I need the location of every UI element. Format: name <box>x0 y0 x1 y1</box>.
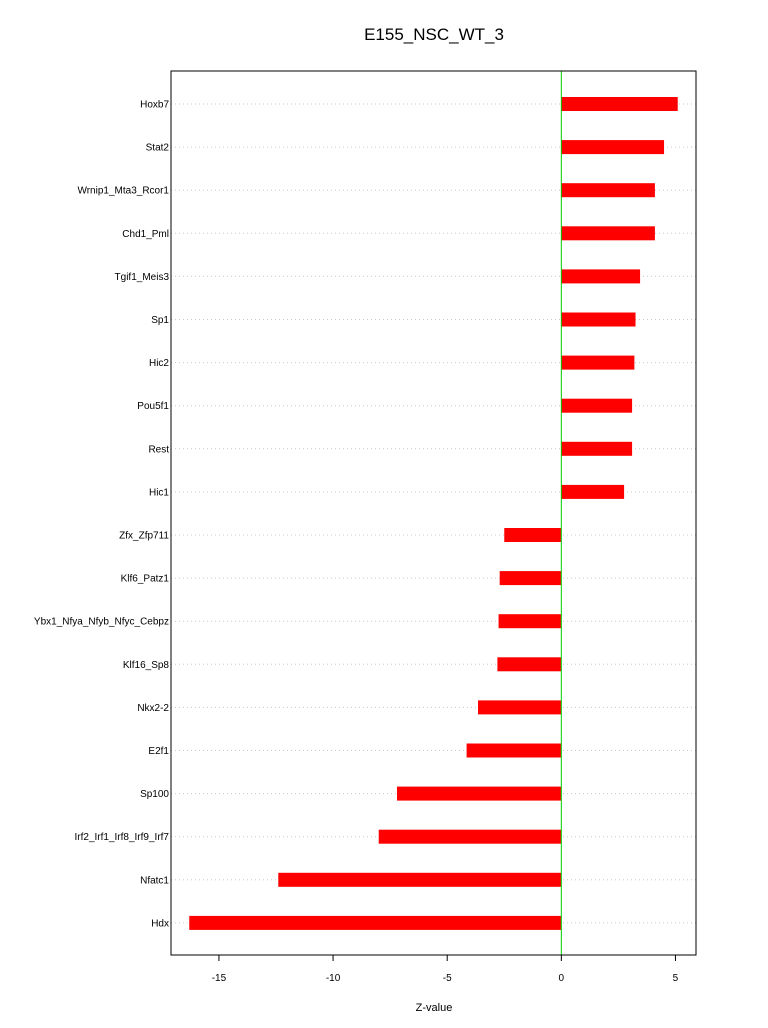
x-axis <box>212 955 679 984</box>
bar-Klf16_Sp8 <box>497 657 561 671</box>
category-label: Hic2 <box>148 358 169 370</box>
category-label: Chd1_Pml <box>122 228 169 240</box>
bar-Pou5f1 <box>561 399 632 413</box>
bar-Hic2 <box>561 356 634 370</box>
bar-Hoxb7 <box>561 97 677 111</box>
bar-Tgif1_Meis3 <box>561 269 640 283</box>
plot-frame <box>171 71 696 955</box>
bar-Zfx_Zfp711 <box>504 528 561 542</box>
bar-E2f1 <box>467 744 562 758</box>
bar-Ybx1_Nfya_Nfyb_Nfyc_Cebpz <box>499 614 562 628</box>
bar-Rest <box>561 442 632 456</box>
bar-Sp100 <box>397 787 561 801</box>
x-tick-label: -5 <box>442 973 452 984</box>
category-label: Wrnip1_Mta3_Rcor1 <box>77 185 169 197</box>
x-tick-label: 5 <box>672 973 679 984</box>
category-label: Klf16_Sp8 <box>122 659 169 671</box>
category-label: Zfx_Zfp711 <box>119 530 169 542</box>
category-label: Nkx2-2 <box>137 702 169 714</box>
category-label: Nfatc1 <box>140 875 169 887</box>
category-label: Hic1 <box>148 487 169 499</box>
bar-Stat2 <box>561 140 664 154</box>
category-label: E2f1 <box>148 746 169 757</box>
chart-title: E155_NSC_WT_3 <box>364 25 504 44</box>
category-label: Tgif1_Meis3 <box>114 271 169 283</box>
category-label: Hdx <box>151 918 169 930</box>
bar-Hic1 <box>561 485 624 499</box>
bar-Chd1_Pml <box>561 226 655 240</box>
bars <box>189 97 677 930</box>
bar-Nkx2-2 <box>478 700 561 714</box>
category-label: Irf2_Irf1_Irf8_Irf9_Irf7 <box>74 832 169 844</box>
bar-Irf2_Irf1_Irf8_Irf9_Irf7 <box>379 830 562 844</box>
category-label: Rest <box>148 444 169 456</box>
category-label: Stat2 <box>145 142 169 154</box>
category-label: Klf6_Patz1 <box>120 573 169 585</box>
x-tick-label: -15 <box>211 973 227 984</box>
bar-Klf6_Patz1 <box>500 571 562 585</box>
category-label: Hoxb7 <box>140 99 169 111</box>
bar-Nfatc1 <box>278 873 561 887</box>
category-label: Sp100 <box>140 789 169 801</box>
category-label: Pou5f1 <box>137 401 169 413</box>
category-label: Ybx1_Nfya_Nfyb_Nfyc_Cebpz <box>33 616 169 628</box>
x-tick-label: -10 <box>325 973 341 984</box>
x-axis-title: Z-value <box>415 1002 453 1014</box>
category-labels <box>34 100 170 930</box>
bar-Hdx <box>189 916 561 930</box>
bar-Wrnip1_Mta3_Rcor1 <box>561 183 655 197</box>
category-label: Sp1 <box>151 315 169 326</box>
bar-Sp1 <box>561 313 635 327</box>
x-tick-label: 0 <box>558 973 565 984</box>
